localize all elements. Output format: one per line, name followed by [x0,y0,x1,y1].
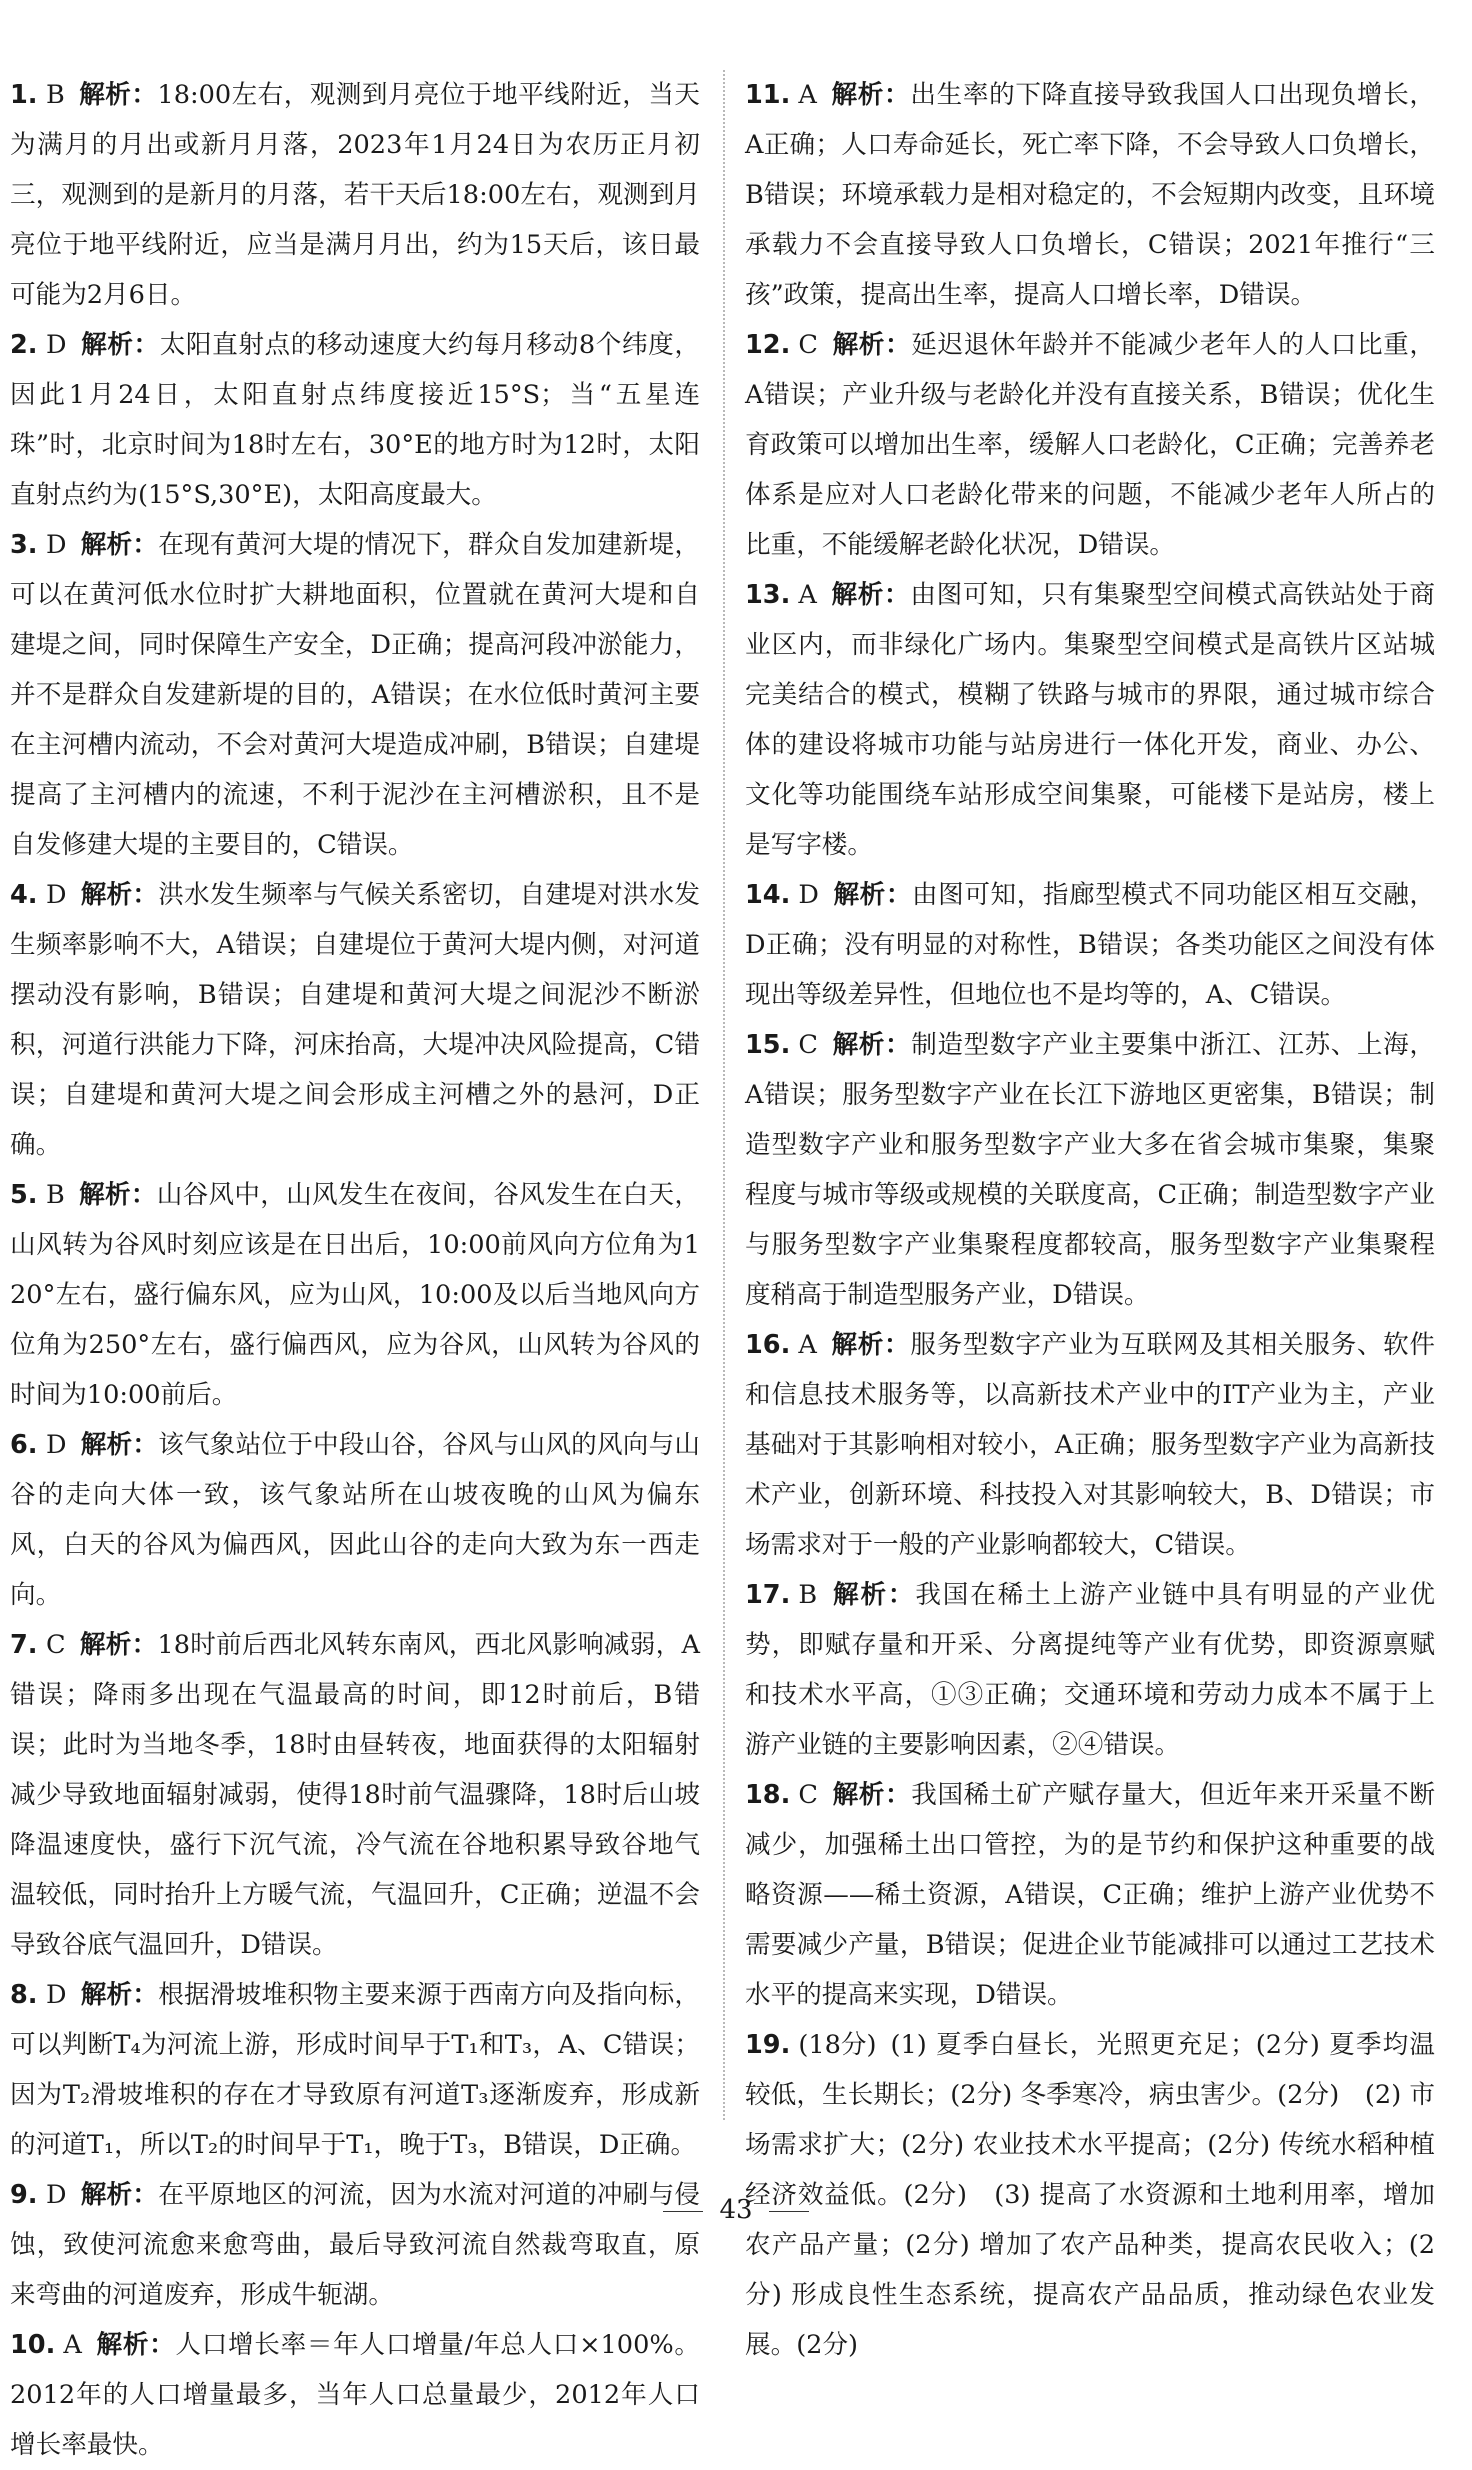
answer-number: 4. [10,880,38,910]
answer-item [10,70,700,320]
footer-dash-left [663,2211,703,2212]
right-column [745,70,1435,2370]
answer-keyword: 解析： [830,80,911,110]
answer-keyword: 解析： [830,1330,911,1360]
answer-number: 3. [10,530,38,560]
answer-choice: A [63,2330,82,2360]
answer-keyword: 解析： [831,1030,912,1060]
answer-text: 由图可知，只有集聚型空间模式高铁站处于商业区内，而非绿化广场内。集聚型空间模式是高铁片区站城完美结合的模式，模糊了铁路与城市的界限，通过城市综合体的建设将城市功能与站房进行一体化开发，商业、办公、文化等功能围绕车站形成空间集聚，可能楼下是站房，楼上是写字楼。 [745,580,1435,860]
answer-keyword: 解析： [80,530,159,560]
answer-number: 6. [10,1430,38,1460]
answer-item [745,1320,1435,1570]
footer-dash-right [769,2211,809,2212]
answer-text: 制造型数字产业主要集中浙江、江苏、上海，A错误；服务型数字产业在长江下游地区更密集，B错误；制造型数字产业和服务型数字产业大多在省会城市集聚，集聚程度与城市等级或规模的关联度高，C正确；制造型数字产业与服务型数字产业集聚程度都较高，服务型数字产业集聚程度稍高于制造型服务产业，D错误。 [745,1030,1435,1310]
answer-choice: D [46,530,67,560]
answer-item [745,320,1435,570]
answer-text: (1) 夏季白昼长，光照更充足；(2分) 夏季均温较低，生长期长；(2分) 冬季寒冷，病虫害少。(2分) (2) 市场需求扩大；(2分) 农业技术水平提高；(2分) 传统水稻种植经济效益低。(2分) (3) 提高了水资源和土地利用率，增加农产品产量；(2分) 增加了农产品种类，提高农民收入；(2分) 形成良性生态系统，提高农产品品质，推动绿色农业发展。(2分) [745,2030,1435,2360]
answer-item [745,1770,1435,2020]
answer-item [10,870,700,1170]
answer-keyword: 解析： [95,2330,176,2360]
answer-choice: C [46,1630,66,1660]
answer-choice: C [798,1030,818,1060]
answer-text: 洪水发生频率与气候关系密切，自建堤对洪水发生频率影响不大，A错误；自建堤位于黄河大堤内侧，对河道摆动没有影响，B错误；自建堤和黄河大堤之间泥沙不断淤积，河道行洪能力下降，河床抬高，大堤冲决风险提高，C错误；自建堤和黄河大堤之间会形成主河槽之外的悬河，D正确。 [10,880,700,1160]
answer-keyword: 解析： [78,1180,157,1210]
answer-item [745,1570,1435,1770]
answer-choice: A [798,580,817,610]
answer-text: 出生率的下降直接导致我国人口出现负增长，A正确；人口寿命延长，死亡率下降，不会导致人口负增长，B错误；环境承载力是相对稳定的，不会短期内改变，且环境承载力不会直接导致人口负增长，C错误；2021年推行“三孩”政策，提高出生率，提高人口增长率，D错误。 [745,80,1435,310]
answer-item [10,2170,700,2320]
answer-keyword: 解析： [831,330,912,360]
answer-text: 人口增长率＝年人口增量/年总人口×100%。2012年的人口增量最多，当年人口总量最少，2012年人口增长率最快。 [10,2330,700,2460]
answer-item [10,1620,700,1970]
answer-item [10,1170,700,1420]
answer-keyword: 解析： [832,880,912,910]
answer-item [745,1020,1435,1320]
answer-text: 延迟退休年龄并不能减少老年人的人口比重，A错误；产业升级与老龄化并没有直接关系，B错误；优化生育政策可以增加出生率，缓解人口老龄化，C正确；完善养老体系是应对人口老龄化带来的问题，不能减少老年人所占的比重，不能缓解老龄化状况，D错误。 [745,330,1435,560]
answer-number: 17. [745,1580,791,1610]
answer-text: 我国在稀土上游产业链中具有明显的产业优势，即赋存量和开采、分离提纯等产业有优势，即资源禀赋和技术水平高，①③正确；交通环境和劳动力成本不属于上游产业链的主要影响因素，②④错误。 [745,1580,1435,1760]
answer-number: 13. [745,580,791,610]
answer-keyword: 解析： [830,580,911,610]
answer-choice: D [46,330,67,360]
page-number: 43 [719,2195,753,2225]
answer-keyword: 解析： [78,80,158,110]
answer-number: 12. [745,330,791,360]
answer-item [10,320,700,520]
answer-keyword: 解析： [79,1630,158,1660]
answer-choice: C [798,330,818,360]
answer-choice: D [46,2180,67,2210]
answer-item [10,520,700,870]
answer-text: 在现有黄河大堤的情况下，群众自发加建新堤，可以在黄河低水位时扩大耕地面积，位置就在黄河大堤和自建堤之间，同时保障生产安全，D正确；提高河段冲淤能力，并不是群众自发建新堤的目的，A错误；在水位低时黄河主要在主河槽内流动，不会对黄河大堤造成冲刷，B错误；自建堤提高了主河槽内的流速，不利于泥沙在主河槽淤积，且不是自发修建大堤的主要目的，C错误。 [10,530,700,860]
answer-number: 5. [10,1180,38,1210]
answer-number: 11. [745,80,791,110]
answer-choice: B [46,80,65,110]
answer-number: 8. [10,1980,38,2010]
answer-number: 16. [745,1330,791,1360]
column-divider [723,70,725,2120]
answer-choice: D [46,880,67,910]
answer-text: 由图可知，指廊型模式不同功能区相互交融，D正确；没有明显的对称性，B错误；各类功能区之间没有体现出等级差异性，但地位也不是均等的，A、C错误。 [745,880,1435,1010]
answer-number: 10. [10,2330,56,2360]
answer-keyword: 解析： [831,1580,916,1610]
answer-item [10,1420,700,1620]
answer-item [745,70,1435,320]
answer-text: 在平原地区的河流，因为水流对河道的冲刷与侵蚀，致使河流愈来愈弯曲，最后导致河流自然裁弯取直，原来弯曲的河道废弃，形成牛轭湖。 [10,2180,700,2310]
answer-choice: (18分) [798,2030,877,2060]
answer-keyword: 解析： [831,1780,912,1810]
answer-number: 1. [10,80,38,110]
answer-text: 服务型数字产业为互联网及其相关服务、软件和信息技术服务等，以高新技术产业中的IT产业为主，产业基础对于其影响相对较小，A正确；服务型数字产业为高新技术产业，创新环境、科技投入对其影响较大，B、D错误；市场需求对于一般的产业影响都较大，C错误。 [745,1330,1435,1560]
answer-number: 19. [745,2030,791,2060]
answer-choice: A [798,80,817,110]
answer-number: 9. [10,2180,38,2210]
answer-keyword: 解析： [80,1430,159,1460]
answer-number: 2. [10,330,38,360]
answer-number: 14. [745,880,791,910]
answer-item [10,1970,700,2170]
left-column [10,70,700,2470]
page-footer [0,2195,1472,2225]
answer-choice: B [46,1180,65,1210]
answer-choice: D [46,1430,67,1460]
answer-number: 18. [745,1780,791,1810]
answer-choice: D [798,880,819,910]
answer-number: 15. [745,1030,791,1060]
answer-keyword: 解析： [80,330,160,360]
answer-item [745,870,1435,1020]
answer-choice: D [46,1980,67,2010]
answer-text: 18时前后西北风转东南风，西北风影响减弱，A错误；降雨多出现在气温最高的时间，即12时前后，B错误；此时为当地冬季，18时由昼转夜，地面获得的太阳辐射减少导致地面辐射减弱，使得18时前气温骤降，18时后山坡降温速度快，盛行下沉气流，冷气流在谷地积累导致谷地气温较低，同时抬升上方暖气流，气温回升，C正确；逆温不会导致谷底气温回升，D错误。 [10,1630,700,1960]
answer-keyword: 解析： [80,1980,159,2010]
answer-text: 太阳直射点的移动速度大约每月移动8个纬度，因此1月24日，太阳直射点纬度接近15°S；当“五星连珠”时，北京时间为18时左右，30°E的地方时为12时，太阳直射点约为(15°S,30°E)，太阳高度最大。 [10,330,700,510]
answer-keyword: 解析： [80,2180,159,2210]
answer-item [745,570,1435,870]
answer-keyword: 解析： [80,880,159,910]
answer-choice: A [798,1330,817,1360]
answer-item [10,2320,700,2470]
answer-text: 我国稀土矿产赋存量大，但近年来开采量不断减少，加强稀土出口管控，为的是节约和保护这种重要的战略资源——稀土资源，A错误，C正确；维护上游产业优势不需要减少产量，B错误；促进企业节能减排可以通过工艺技术水平的提高来实现，D错误。 [745,1780,1435,2010]
answer-number: 7. [10,1630,38,1660]
answer-text: 该气象站位于中段山谷，谷风与山风的风向与山谷的走向大体一致，该气象站所在山坡夜晚的山风为偏东风，白天的谷风为偏西风，因此山谷的走向大致为东一西走向。 [10,1430,700,1610]
answer-choice: C [798,1780,818,1810]
answer-text: 18:00左右，观测到月亮位于地平线附近，当天为满月的月出或新月月落，2023年1月24日为农历正月初三，观测到的是新月的月落，若干天后18:00左右，观测到月亮位于地平线附近，应当是满月月出，约为15天后，该日最可能为2月6日。 [10,80,700,310]
answer-text: 根据滑坡堆积物主要来源于西南方向及指向标，可以判断T₄为河流上游，形成时间早于T₁和T₃，A、C错误；因为T₂滑坡堆积的存在才导致原有河道T₃逐渐废弃，形成新的河道T₁，所以T₂的时间早于T₁，晚于T₃，B错误，D正确。 [10,1980,700,2160]
answer-choice: B [798,1580,818,1610]
answer-text: 山谷风中，山风发生在夜间，谷风发生在白天，山风转为谷风时刻应该是在日出后，10:00前风向方位角为120°左右，盛行偏东风，应为山风，10:00及以后当地风向方位角为250°左右，盛行偏西风，应为谷风，山风转为谷风的时间为10:00前后。 [10,1180,700,1410]
